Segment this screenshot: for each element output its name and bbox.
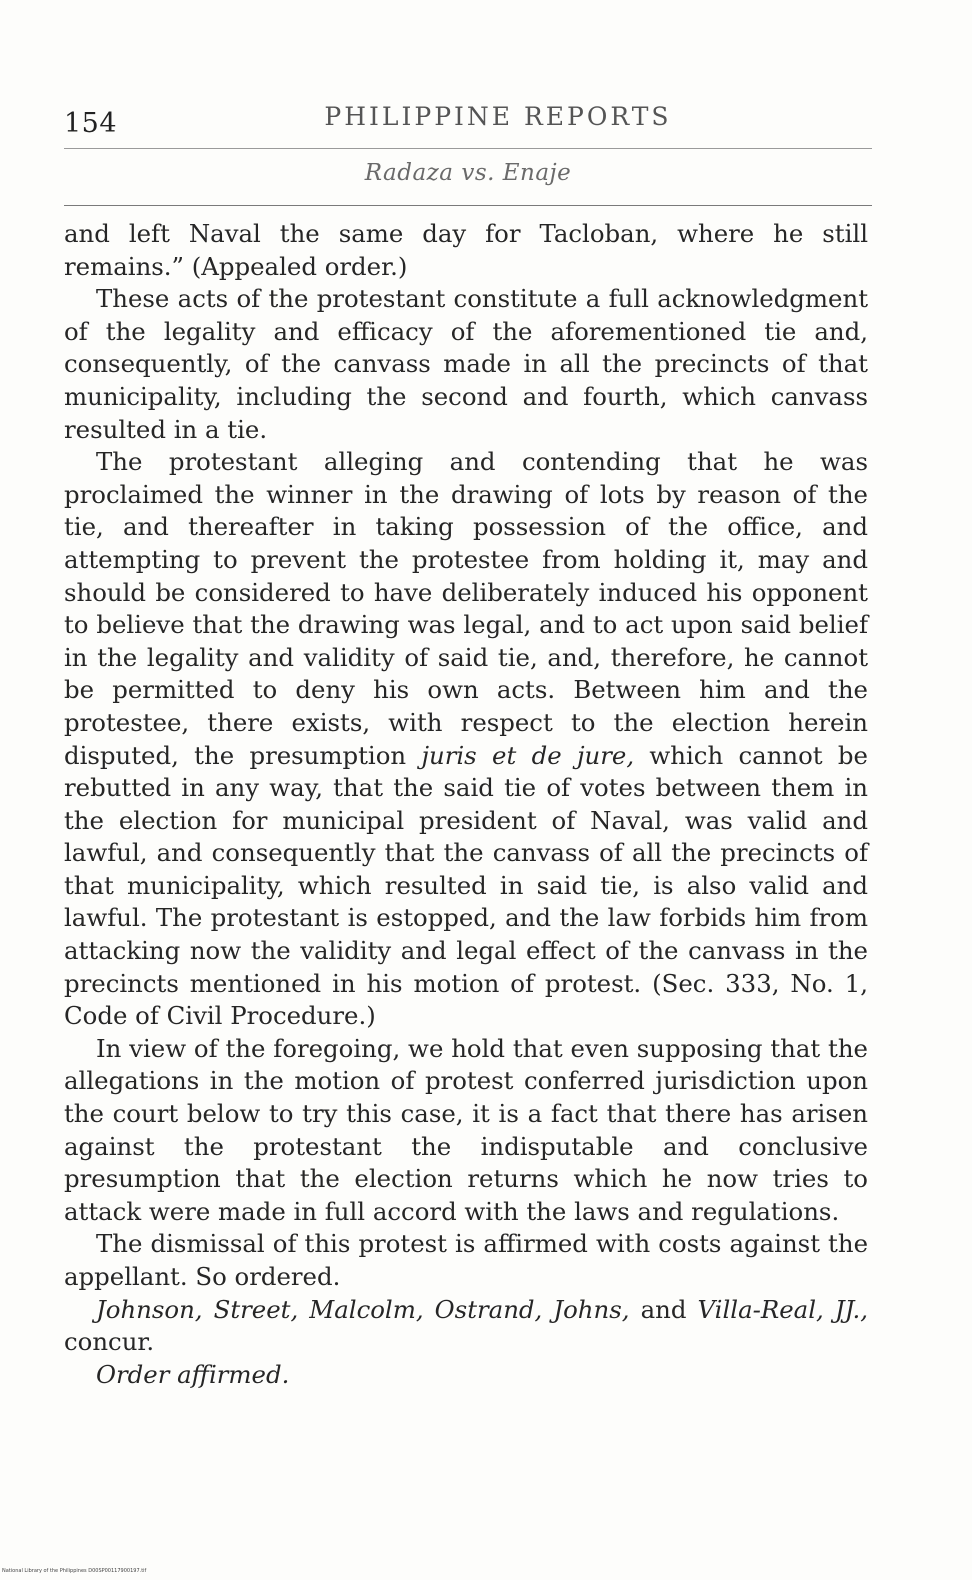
concurrence-verb: concur. bbox=[64, 1327, 155, 1357]
header-rule-bottom bbox=[64, 205, 872, 206]
paragraph-estoppel bbox=[64, 446, 868, 1033]
concurring-justices: Johnson, Street, Malcolm, Ostrand, Johns, bbox=[96, 1294, 630, 1324]
paragraph-acknowledgment: These acts of the protestant constitute a full acknowledgment of the legality and efficacy of the aforementioned tie and, consequently, of the canvass made in all the precincts of that municipality, including the second and fourth, which canvass resulted in a tie. bbox=[64, 284, 868, 444]
page-number: 154 bbox=[64, 108, 118, 139]
disposition-text: Order affirmed. bbox=[96, 1359, 290, 1389]
case-caption: Radaza vs. Enaje bbox=[364, 160, 572, 186]
estoppel-text-before: The protestant alleging and contending that he was proclaimed the winner in the drawing of lots by reason of the tie, and thereafter in taking possession of the office, and attempting to prevent the protestee from holding it, may and should be considered to have deliberately induced his opponent to believe that the drawing was legal, and to act upon said belief in the legality and validity of said tie, and, therefore, he cannot be permitted to deny his own acts. Between him and the protestee, there exists, with respect to the election herein disputed, the presumption bbox=[64, 447, 868, 770]
latin-phrase: juris et de jure, bbox=[421, 740, 635, 770]
concurrence-line bbox=[64, 1294, 868, 1359]
last-justice: Villa-Real, JJ., bbox=[697, 1294, 868, 1324]
scan-footer: National Library of the Philippines D00SP00117900197.tif bbox=[2, 1568, 147, 1574]
disposition-line bbox=[64, 1359, 868, 1392]
paragraph-holding: In view of the foregoing, we hold that even supposing that the allegations in the motion of protest conferred jurisdiction upon the court below to try this case, it is a fact that there has arisen against the protestant the indisputable and conclusive presumption that the election returns which he now tries to attack were made in full accord with the laws and regulations. bbox=[64, 1033, 868, 1226]
concurrence-conjunction: and bbox=[629, 1294, 698, 1324]
page-header bbox=[64, 100, 872, 148]
body-text bbox=[64, 218, 868, 1391]
paragraph-continuation: and left Naval the same day for Tacloban, where he still remains.” (Appealed order.) bbox=[64, 219, 868, 281]
running-title: PHILIPPINE REPORTS bbox=[324, 102, 672, 131]
header-rule-top bbox=[64, 148, 872, 149]
paragraph-dismissal: The dismissal of this protest is affirmed with costs against the appellant. So ordered. bbox=[64, 1229, 868, 1291]
estoppel-text-after: which cannot be rebutted in any way, that the said tie of votes between them in the election for municipal president of Naval, was valid and lawful, and consequently that the canvass of all the precincts of that municipality, which resulted in said tie, is also valid and lawful. The protestant is estopped, and the law forbids him from attacking now the validity and legal effect of the canvass in the precincts mentioned in his motion of protest. (Sec. 333, No. 1, Code of Civil Procedure.) bbox=[64, 740, 868, 1031]
